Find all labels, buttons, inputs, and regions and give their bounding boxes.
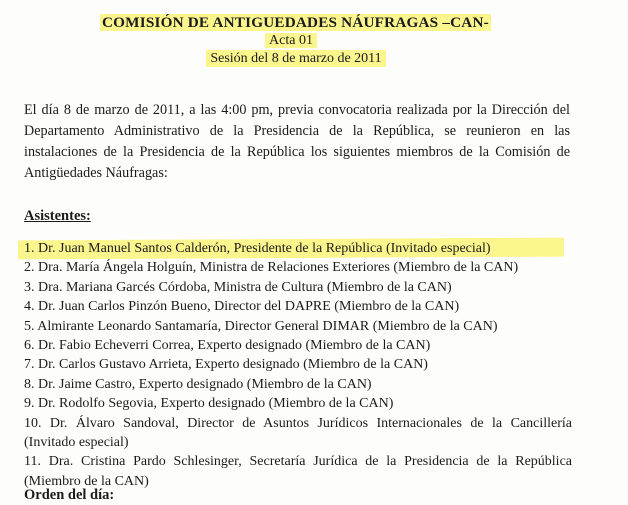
- list-item: 3. Dra. Mariana Garcés Córdoba, Ministra de Cultura (Miembro de la CAN): [24, 279, 452, 295]
- agenda-heading: Orden del día:: [24, 487, 115, 503]
- list-item: 11. Dra. Cristina Pardo Schlesinger, Secretaría Jurídica de la Presidencia de la República (Miembro de la CAN): [24, 454, 572, 489]
- list-item: 4. Dr. Juan Carlos Pinzón Bueno, Director del DAPRE (Miembro de la CAN): [24, 299, 460, 315]
- list-item: [24, 239, 572, 258]
- intro-paragraph: El día 8 de marzo de 2011, a las 4:00 pm, previa convocatoria realizada por la Dirección del Departamento Administrativo de la Presidencia de la República, se reunieron en las instalaciones de la Presidencia de la República los siguientes miembros de la Comisión de Antigüedades Náufragas:: [24, 102, 570, 181]
- list-item: 9. Dr. Rodolfo Segovia, Experto designado (Miembro de la CAN): [24, 396, 394, 412]
- list-item: 2. Dra. María Ángela Holguín, Ministra de Relaciones Exteriores (Miembro de la CAN): [24, 260, 519, 276]
- title-text: COMISIÓN DE ANTIGUEDADES NÁUFRAGAS –CAN-: [102, 14, 489, 31]
- acta-text: Acta 01: [265, 33, 317, 48]
- list-item: 10. Dr. Álvaro Sandoval, Director de Asuntos Jurídicos Internacionales de la Cancillería (Invitado especial): [24, 415, 572, 451]
- list-item: 5. Almirante Leonardo Santamaría, Director General DIMAR (Miembro de la CAN): [24, 318, 498, 334]
- list-item-text: 1. Dr. Juan Manuel Santos Calderón, Presidente de la República (Invitado especial): [24, 241, 491, 256]
- attendees-list: [24, 239, 572, 491]
- list-item: 6. Dr. Fabio Echeverri Correa, Experto designado (Miembro de la CAN): [24, 338, 431, 354]
- session-text: Sesión del 8 de marzo de 2011: [206, 50, 385, 67]
- session-date: [196, 50, 396, 68]
- acta-number: [0, 32, 582, 50]
- document-title: [100, 13, 489, 33]
- list-item: 7. Dr. Carlos Gustavo Arrieta, Experto designado (Miembro de la CAN): [24, 357, 428, 373]
- list-item: 8. Dr. Jaime Castro, Experto designado (Miembro de la CAN): [24, 376, 372, 392]
- attendees-heading: Asistentes:: [24, 208, 91, 224]
